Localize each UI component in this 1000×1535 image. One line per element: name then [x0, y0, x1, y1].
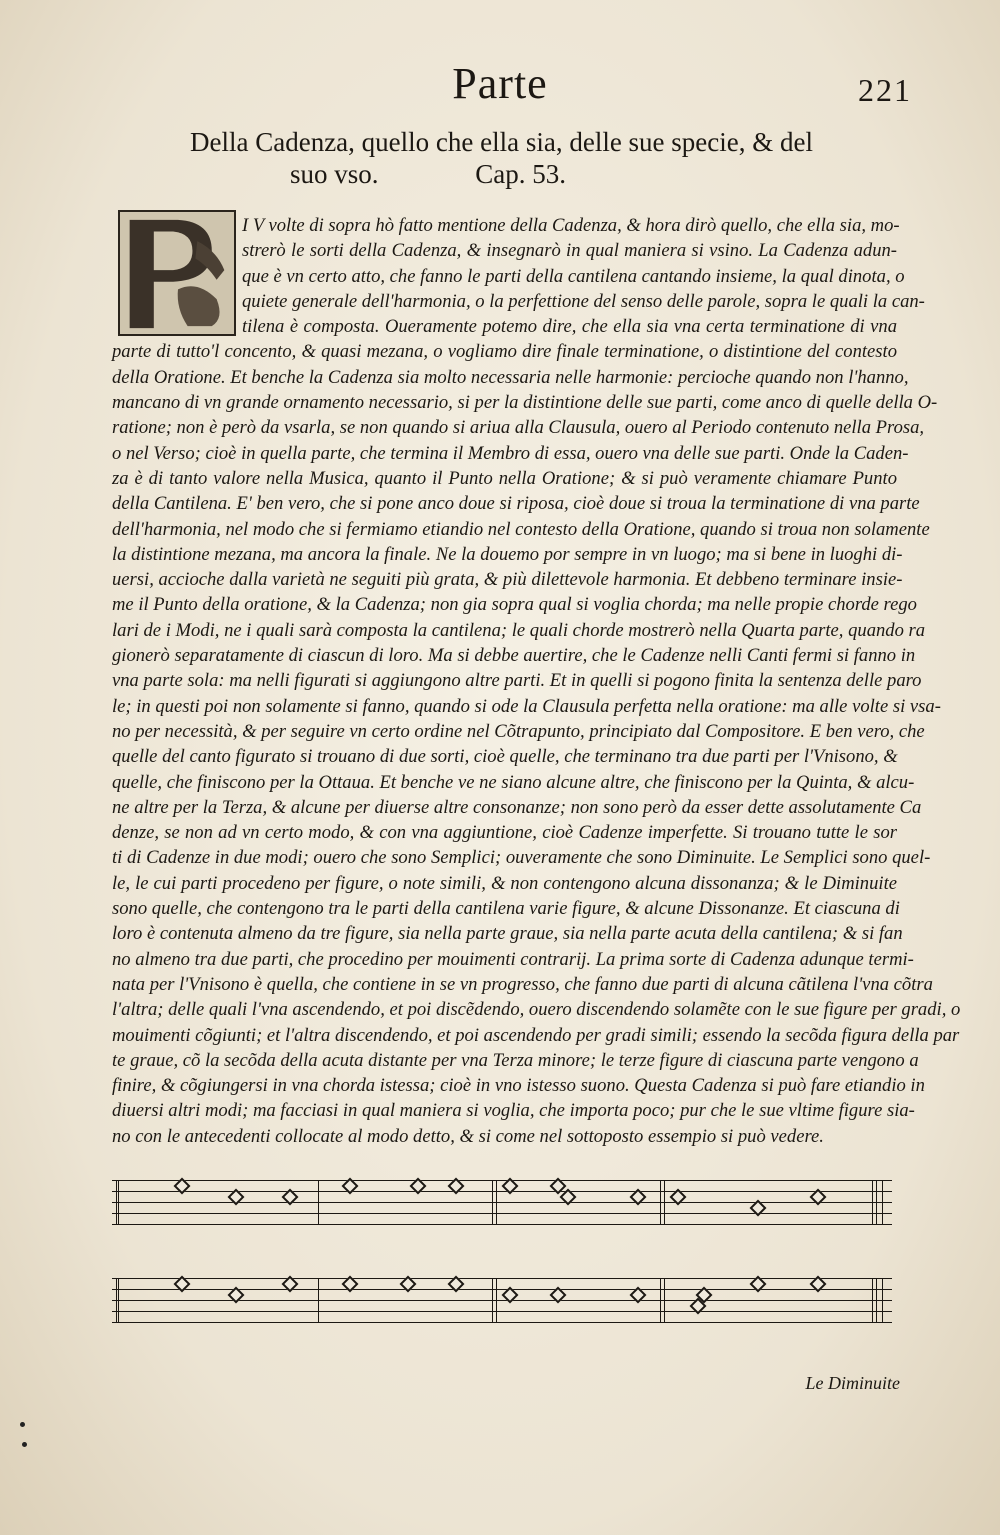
- barline: [664, 1180, 665, 1225]
- barline: [660, 1180, 661, 1225]
- text-line: vna parte sola: ma nelli figurati si aggiungono altre parti. Et in quelli si pogono finita la sentenza delle paro: [112, 670, 922, 692]
- text-line: quiete generale dell'harmonia, o la perfettione del senso delle parole, sopra le quali la can-: [242, 290, 925, 312]
- barline: [492, 1278, 493, 1323]
- barline: [496, 1278, 497, 1323]
- barline: [318, 1180, 319, 1225]
- music-staff-upper: [112, 1168, 892, 1238]
- barline: [872, 1180, 873, 1225]
- barline: [876, 1278, 877, 1323]
- text-line: diuersi altri modi; ma facciasi in qual maniera si voglia, che importa poco; pur che le sue vltime figure sia-: [112, 1100, 915, 1122]
- staff-line: [112, 1322, 892, 1323]
- text-line: mouimenti cõgiunti; et l'altra discendendo, et poi ascendendo per gradi simili; essendo la secõda figura della par: [112, 1024, 960, 1046]
- barline: [882, 1180, 883, 1225]
- text-line: no per necessità, & per seguire vn certo ordine nel Cõtrapunto, principiato dal Compositore. E ben vero, che: [112, 720, 925, 742]
- text-line: tilena è composta. Oueramente potemo dire, che ella sia vna certa terminatione di vna: [242, 316, 897, 338]
- running-title: Parte: [452, 59, 548, 108]
- staff-line: [112, 1311, 892, 1312]
- staff-line: [112, 1224, 892, 1225]
- text-line: nata per l'Vnisono è quella, che contiene in se vn progresso, che fanno due parti di alcuna cãtilena l'vna cõtra: [112, 973, 933, 995]
- text-line: ti di Cadenze in due modi; ouero che sono Semplici; ouveramente che sono Diminuite. Le Semplici sono quel-: [112, 847, 931, 869]
- text-line: quelle del canto figurato si trouano di due sorti, cioè quelle, che terminano tra due parti per l'Vnisono, &: [112, 746, 898, 768]
- text-line: parte di tutto'l concento, & quasi mezana, o vogliamo dire finale terminatione, o distintione del contesto: [112, 341, 897, 363]
- text-line: mancano di vn grande ornamento necessario, si per la distintione delle sue parti, come anco di quelle della O-: [112, 392, 938, 414]
- chapter-number: Cap. 53.: [475, 159, 567, 189]
- text-line: le, le cui parti procedeno per figure, o note simili, & non contengono alcuna dissonanza; & le Diminuite: [112, 872, 897, 894]
- text-line: ratione; non è però da vsarla, se non quando si ariua alla Clausula, ouero al Periodo contenuto nella Prosa,: [112, 417, 925, 439]
- chapter-title-line-2: suo vso.: [290, 159, 379, 189]
- text-line: lari de i Modi, ne i quali sarà composta la cantilena; le quali chorde mostrerò nella Quarta parte, quando ra: [112, 619, 926, 641]
- barline: [664, 1278, 665, 1323]
- barline: [872, 1278, 873, 1323]
- staff-line: [112, 1202, 892, 1203]
- barline: [496, 1180, 497, 1225]
- barline: [116, 1278, 117, 1323]
- staff-line: [112, 1213, 892, 1214]
- barline: [318, 1278, 319, 1323]
- text-line: loro è contenuta almeno da tre figure, sia nella parte graue, sia nella parte acuta della cantilena; & si fan: [112, 923, 903, 945]
- page-number: 221: [858, 72, 912, 108]
- text-line: no con le antecedenti collocate al modo detto, & si come nel sottoposto essempio si può vedere.: [112, 1125, 824, 1147]
- text-line: no almeno tra due parti, che procedino per mouimenti contrarij. La prima sorte di Cadenza adunque termi-: [112, 948, 914, 970]
- text-line: la distintione mezana, ma ancora la finale. Ne la douemo por sempre in vn luogo; ma si bene in luoghi di-: [112, 543, 903, 565]
- text-line: que è vn certo atto, che fanno le parti della cantilena cantando insieme, la qual dinota, o: [242, 265, 905, 287]
- margin-mark: [20, 1422, 25, 1427]
- staff-line: [112, 1180, 892, 1181]
- text-line: me il Punto della oratione, & la Cadenza; non gia sopra qual si voglia chorda; ma nelle propie chorde rego: [112, 594, 917, 616]
- text-line: dell'harmonia, nel modo che si fermiamo etiandio nel contesto della Oratione, quando si troua non solamente: [112, 518, 930, 540]
- text-line: della Oratione. Et benche la Cadenza sia molto necessaria nelle harmonie: percioche quando non l'hanno,: [112, 366, 909, 388]
- text-line: finire, & cõgiungersi in vna chorda istessa; cioè in vno istesso suono. Questa Cadenza si può fare etiandio in: [112, 1075, 925, 1097]
- text-line: della Cantilena. E' ben vero, che si pone anco doue si riposa, cioè doue si troua la terminatione di vna parte: [112, 493, 920, 515]
- text-line: za è di tanto valore nella Musica, quanto il Punto nella Oratione; & si può veramente chiamare Punto: [112, 467, 897, 489]
- text-line: gionerò separatamente di ciascun di loro. Ma si debbe auertire, che le Cadenze nelli Canti fermi si fanno in: [112, 645, 916, 667]
- body-text: [112, 213, 961, 1149]
- barline: [118, 1278, 119, 1323]
- text-line: I V volte di sopra hò fatto mentione della Cadenza, & hora dirò quello, che ella sia, mo-: [242, 215, 900, 236]
- text-line: uersi, accioche dalla varietà ne seguiti più grata, & più dilettevole harmonia. Et debbeno terminare insie-: [112, 569, 903, 591]
- text-line: o nel Verso; cioè in quella parte, che termina il Membro di essa, ouero vna delle sue parti. Onde la Caden-: [112, 442, 909, 464]
- text-line: quelle, che finiscono per la Ottaua. Et benche ve ne siano alcune altre, che finiscono per la Quinta, & alcu-: [112, 771, 915, 793]
- staff-line: [112, 1289, 892, 1290]
- text-line: te graue, cõ la secõda della acuta distante per vna Terza minore; le terze figure di ciascuna parte vengono a: [112, 1049, 919, 1071]
- staff-line: [112, 1191, 892, 1192]
- barline: [876, 1180, 877, 1225]
- text-line: strerò le sorti della Cadenza, & insegnarò in qual maniera si vsino. La Cadenza adun-: [242, 240, 897, 262]
- text-line: ne altre per la Terza, & alcune per diuerse altre consonanze; non sono però da esser dette assolutamente Ca: [112, 796, 922, 818]
- barline: [660, 1278, 661, 1323]
- barline: [118, 1180, 119, 1225]
- margin-mark: [22, 1442, 27, 1447]
- text-line: denze, se non ad vn certo modo, & con vna aggiuntione, cioè Cadenze imperfette. Si trouano tutte le sor: [112, 822, 897, 844]
- text-line: sono quelle, che contengono tra le parti della cantilena varie figure, & alcune Dissonanze. Et ciascuna di: [112, 898, 900, 920]
- barline: [116, 1180, 117, 1225]
- barline: [882, 1278, 883, 1323]
- text-line: le; in questi poi non solamente si fanno, quando si ode la Clausula perfetta nella oratione: ma alle volte si vsa-: [112, 695, 941, 717]
- catchword: Le Diminuite: [805, 1373, 900, 1393]
- chapter-title-line-1: Della Cadenza, quello che ella sia, delle sue specie, & del: [190, 127, 813, 157]
- barline: [492, 1180, 493, 1225]
- music-staff-lower: [112, 1266, 892, 1336]
- staff-line: [112, 1300, 892, 1301]
- staff-line: [112, 1278, 892, 1279]
- chapter-title: [190, 126, 830, 190]
- text-line: l'altra; delle quali l'vna ascendendo, et poi discẽdendo, ouero discendendo solamẽte con le sue figure per gradi, o: [112, 999, 961, 1021]
